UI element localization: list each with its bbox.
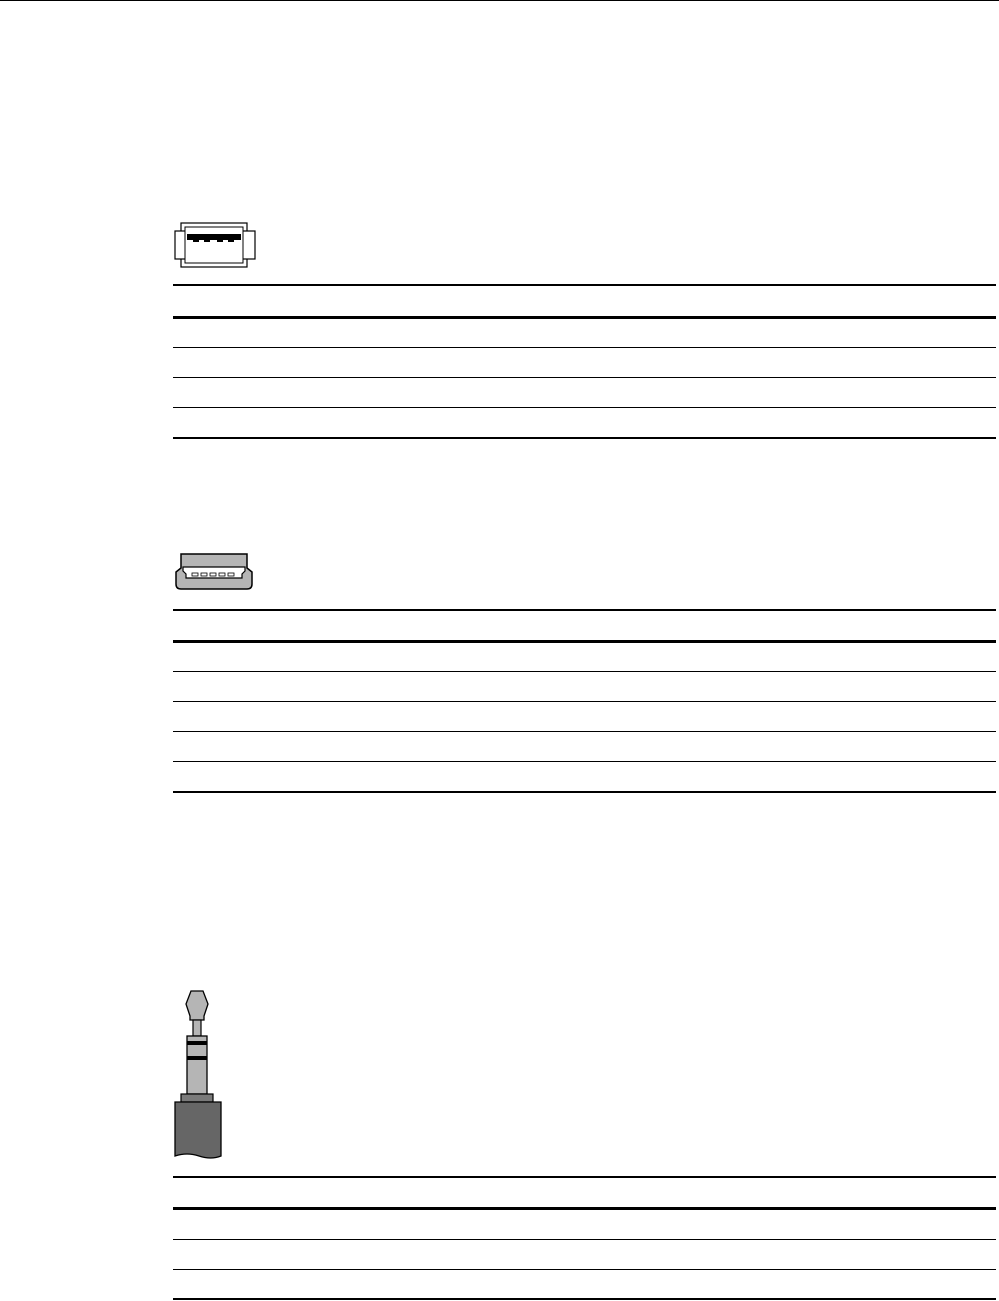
table-header-rule: [173, 316, 996, 319]
table-bottom-rule: [173, 1298, 996, 1300]
table-top-rule: [173, 1176, 996, 1178]
table-row-rule: [173, 671, 996, 672]
usb-section: [173, 218, 996, 440]
table-header-rule: [173, 1207, 996, 1210]
table-row-rule: [173, 1269, 996, 1270]
table-top-rule: [173, 284, 996, 286]
mini-usb-section: [173, 550, 996, 795]
table-row-rule: [173, 377, 996, 378]
audio-plug-section: [173, 990, 996, 1301]
mini-usb-icon: [173, 550, 255, 592]
audio-plug-icon: [173, 990, 225, 1162]
table-bottom-rule: [173, 437, 996, 439]
table-row-rule: [173, 407, 996, 408]
table-bottom-rule: [173, 791, 996, 793]
usb-type-a-icon: [173, 218, 257, 270]
table-header-rule: [173, 640, 996, 643]
table-row-rule: [173, 701, 996, 702]
table-row-rule: [173, 1239, 996, 1240]
table-row-rule: [173, 347, 996, 348]
table-row-rule: [173, 761, 996, 762]
page-top-rule: [0, 0, 999, 1]
table-row-rule: [173, 731, 996, 732]
table-top-rule: [173, 609, 996, 611]
